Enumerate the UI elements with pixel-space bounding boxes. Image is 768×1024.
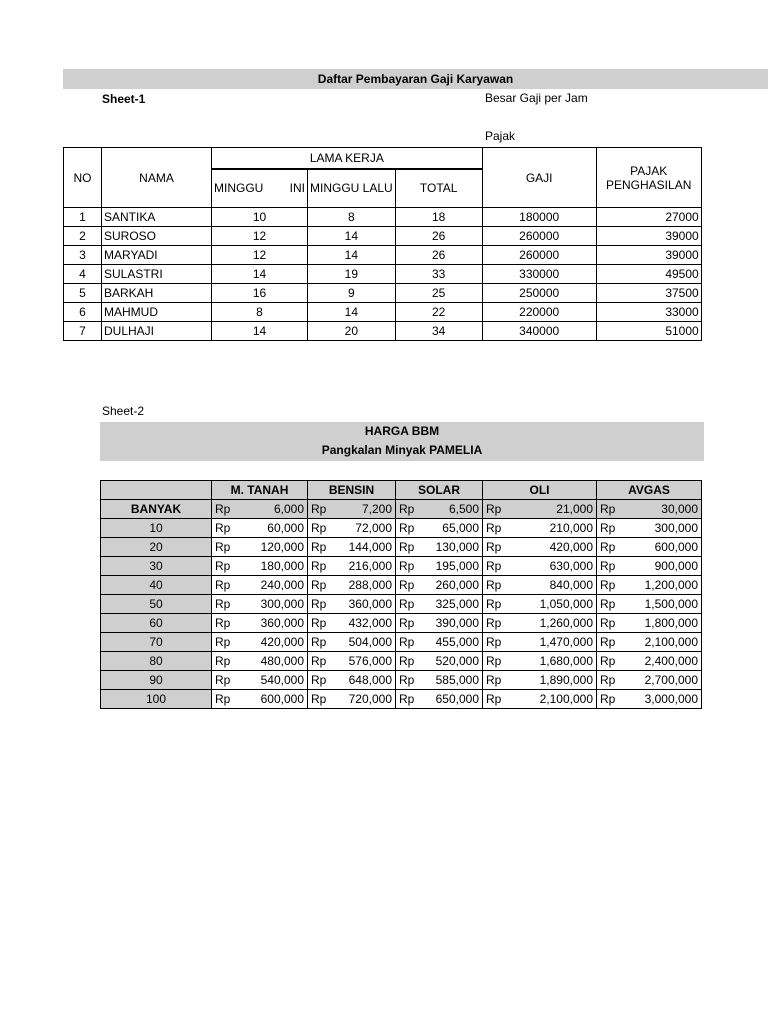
price-value: 2,100,000 [644,635,698,649]
currency: Rp [486,635,502,649]
price-value: 600,000 [260,692,304,706]
row-nama: MAHMUD [102,303,212,322]
price-value: 288,000 [348,578,392,592]
row-no: 3 [64,246,102,265]
price-cell [212,519,308,538]
price-value: 21,000 [556,502,593,516]
banyak-header: BANYAK [101,500,212,519]
currency: Rp [399,559,415,573]
header-nama: NAMA [102,148,212,208]
row-minggu-ini: 16 [212,284,308,303]
price-cell [396,557,483,576]
price-value: 1,800,000 [644,616,698,630]
row-total: 26 [395,227,482,246]
price-cell [396,595,483,614]
price-cell [483,538,597,557]
currency: Rp [215,692,231,706]
table-row [64,246,702,265]
currency: Rp [215,559,231,573]
header-lama-kerja: LAMA KERJA [212,148,483,169]
currency: Rp [600,616,616,630]
price-value: 648,000 [348,673,392,687]
table-row [101,671,702,690]
unit-price [396,500,483,519]
row-minggu-ini: 8 [212,303,308,322]
currency: Rp [399,597,415,611]
row-pajak: 27000 [596,208,701,227]
price-value: 6,000 [273,502,304,516]
price-cell [308,671,396,690]
price-cell [483,633,597,652]
price-value: 720,000 [348,692,392,706]
price-cell [597,538,702,557]
table-row [64,208,702,227]
row-minggu-ini: 14 [212,265,308,284]
header-gaji: GAJI [482,148,596,208]
currency: Rp [311,559,327,573]
price-value: 2,100,000 [539,692,593,706]
price-cell [396,614,483,633]
bbm-header [100,422,704,461]
price-cell [308,538,396,557]
price-cell [597,519,702,538]
row-qty: 90 [101,671,212,690]
row-minggu-lalu: 9 [308,284,396,303]
price-cell [597,557,702,576]
row-no: 5 [64,284,102,303]
price-cell [396,576,483,595]
price-cell [597,671,702,690]
currency: Rp [215,521,231,535]
price-value: 1,260,000 [539,616,593,630]
price-value: 325,000 [435,597,479,611]
table-row [64,227,702,246]
price-value: 216,000 [348,559,392,573]
row-minggu-lalu: 14 [308,246,396,265]
currency: Rp [311,635,327,649]
row-minggu-lalu: 20 [308,322,396,341]
price-value: 390,000 [435,616,479,630]
row-total: 26 [395,246,482,265]
table-row [101,690,702,709]
row-total: 25 [395,284,482,303]
currency: Rp [311,502,327,516]
currency: Rp [399,616,415,630]
table-row [101,519,702,538]
price-cell [308,633,396,652]
row-nama: SANTIKA [102,208,212,227]
row-qty: 100 [101,690,212,709]
row-nama: DULHAJI [102,322,212,341]
price-cell [308,519,396,538]
price-value: 240,000 [260,578,304,592]
price-value: 7,200 [361,502,392,516]
row-nama: MARYADI [102,246,212,265]
currency: Rp [486,502,502,516]
row-pajak: 33000 [596,303,701,322]
unit-price [597,500,702,519]
currency: Rp [311,597,327,611]
row-gaji: 260000 [482,246,596,265]
currency: Rp [399,673,415,687]
price-cell [308,595,396,614]
row-gaji: 250000 [482,284,596,303]
price-cell [483,557,597,576]
table-row [64,284,702,303]
header-ini: INI [289,181,305,196]
row-qty: 10 [101,519,212,538]
row-pajak: 37500 [596,284,701,303]
price-value: 144,000 [348,540,392,554]
price-value: 30,000 [661,502,698,516]
fuel-price-table [100,480,702,709]
price-cell [308,557,396,576]
unit-price [212,500,308,519]
currency: Rp [399,654,415,668]
price-cell [396,671,483,690]
bbm-subtitle: Pangkalan Minyak PAMELIA [321,443,483,457]
price-value: 260,000 [435,578,479,592]
price-value: 480,000 [260,654,304,668]
row-nama: SULASTRI [102,265,212,284]
price-value: 1,050,000 [539,597,593,611]
row-minggu-ini: 14 [212,322,308,341]
price-cell [212,652,308,671]
currency: Rp [486,540,502,554]
price-value: 600,000 [654,540,698,554]
currency: Rp [215,597,231,611]
currency: Rp [486,521,502,535]
currency: Rp [600,502,616,516]
price-cell [212,671,308,690]
price-cell [483,595,597,614]
currency: Rp [311,578,327,592]
price-cell [212,633,308,652]
price-cell [212,690,308,709]
price-cell [396,652,483,671]
unit-price [308,500,396,519]
header-pajak-penghasilan [596,148,701,208]
price-value: 455,000 [435,635,479,649]
table-row [64,303,702,322]
price-value: 585,000 [435,673,479,687]
row-total: 18 [395,208,482,227]
row-qty: 30 [101,557,212,576]
price-value: 520,000 [435,654,479,668]
header-total: TOTAL [395,169,482,208]
currency: Rp [600,635,616,649]
price-cell [597,690,702,709]
price-cell [483,614,597,633]
price-cell [483,652,597,671]
row-qty: 20 [101,538,212,557]
sheet1-label: Sheet-1 [102,92,146,106]
price-cell [396,633,483,652]
price-value: 1,890,000 [539,673,593,687]
price-cell [597,576,702,595]
currency: Rp [600,540,616,554]
currency: Rp [215,654,231,668]
besar-gaji-label: Besar Gaji per Jam [485,91,588,105]
row-pajak: 39000 [596,246,701,265]
col-header: OLI [483,481,597,500]
price-value: 420,000 [260,635,304,649]
pajak-label: Pajak [485,129,516,143]
row-minggu-lalu: 8 [308,208,396,227]
price-value: 1,500,000 [644,597,698,611]
currency: Rp [215,502,231,516]
price-value: 432,000 [348,616,392,630]
price-value: 630,000 [549,559,593,573]
currency: Rp [399,635,415,649]
currency: Rp [215,673,231,687]
price-cell [396,690,483,709]
table-row [101,538,702,557]
price-value: 120,000 [260,540,304,554]
row-qty: 40 [101,576,212,595]
table-row [101,557,702,576]
table-row [101,595,702,614]
row-total: 33 [395,265,482,284]
currency: Rp [311,540,327,554]
row-nama: BARKAH [102,284,212,303]
row-pajak: 39000 [596,227,701,246]
price-value: 72,000 [355,521,392,535]
currency: Rp [215,616,231,630]
row-minggu-ini: 12 [212,246,308,265]
price-value: 6,500 [448,502,479,516]
header-minggu-lalu: MINGGU LALU [308,169,396,208]
currency: Rp [600,521,616,535]
price-value: 130,000 [435,540,479,554]
currency: Rp [600,654,616,668]
row-minggu-ini: 10 [212,208,308,227]
col-header: BENSIN [308,481,396,500]
row-minggu-lalu: 14 [308,227,396,246]
table-row [64,322,702,341]
currency: Rp [600,692,616,706]
currency: Rp [215,540,231,554]
price-cell [483,519,597,538]
price-value: 2,400,000 [644,654,698,668]
price-value: 1,680,000 [539,654,593,668]
price-cell [597,633,702,652]
table-row [101,614,702,633]
table-row [101,633,702,652]
unit-price [483,500,597,519]
row-total: 22 [395,303,482,322]
sheet1-title: Daftar Pembayaran Gaji Karyawan [63,69,768,89]
row-gaji: 330000 [482,265,596,284]
row-no: 1 [64,208,102,227]
row-minggu-ini: 12 [212,227,308,246]
price-value: 360,000 [260,616,304,630]
currency: Rp [311,654,327,668]
row-gaji: 340000 [482,322,596,341]
price-cell [308,614,396,633]
price-value: 3,000,000 [644,692,698,706]
header-pajak-line1: PAJAK [630,163,668,178]
row-qty: 50 [101,595,212,614]
price-cell [212,595,308,614]
table-row [101,576,702,595]
price-value: 300,000 [260,597,304,611]
currency: Rp [215,635,231,649]
currency: Rp [486,616,502,630]
table-row [101,652,702,671]
currency: Rp [486,559,502,573]
row-nama: SUROSO [102,227,212,246]
currency: Rp [600,578,616,592]
price-cell [483,671,597,690]
currency: Rp [311,692,327,706]
currency: Rp [311,616,327,630]
price-value: 1,470,000 [539,635,593,649]
row-minggu-lalu: 19 [308,265,396,284]
currency: Rp [600,559,616,573]
price-cell [597,595,702,614]
row-qty: 80 [101,652,212,671]
price-value: 420,000 [549,540,593,554]
currency: Rp [399,578,415,592]
currency: Rp [399,692,415,706]
price-cell [396,538,483,557]
currency: Rp [486,578,502,592]
row-no: 4 [64,265,102,284]
row-qty: 60 [101,614,212,633]
price-value: 210,000 [549,521,593,535]
header-minggu-ini [212,169,308,208]
currency: Rp [399,540,415,554]
row-pajak: 49500 [596,265,701,284]
currency: Rp [399,502,415,516]
row-total: 34 [395,322,482,341]
currency: Rp [399,521,415,535]
row-no: 6 [64,303,102,322]
row-minggu-lalu: 14 [308,303,396,322]
currency: Rp [486,597,502,611]
price-cell [483,690,597,709]
price-cell [483,576,597,595]
price-cell [597,614,702,633]
currency: Rp [600,673,616,687]
price-cell [597,652,702,671]
col-header: M. TANAH [212,481,308,500]
row-no: 2 [64,227,102,246]
price-value: 650,000 [435,692,479,706]
price-cell [308,576,396,595]
price-value: 65,000 [442,521,479,535]
price-value: 60,000 [267,521,304,535]
currency: Rp [311,673,327,687]
currency: Rp [311,521,327,535]
price-cell [308,652,396,671]
header-pajak-line2: PENGHASILAN [606,177,692,192]
price-value: 840,000 [549,578,593,592]
price-cell [212,538,308,557]
price-cell [212,557,308,576]
price-cell [212,614,308,633]
row-gaji: 180000 [482,208,596,227]
price-value: 300,000 [654,521,698,535]
price-value: 180,000 [260,559,304,573]
price-cell [212,576,308,595]
corner-cell [101,481,212,500]
price-value: 360,000 [348,597,392,611]
row-no: 7 [64,322,102,341]
price-cell [396,519,483,538]
price-value: 195,000 [435,559,479,573]
currency: Rp [215,578,231,592]
price-value: 900,000 [654,559,698,573]
header-no: NO [64,148,102,208]
price-value: 576,000 [348,654,392,668]
sheet2-label: Sheet-2 [102,404,145,418]
price-value: 540,000 [260,673,304,687]
currency: Rp [486,654,502,668]
currency: Rp [486,673,502,687]
row-gaji: 260000 [482,227,596,246]
price-value: 504,000 [348,635,392,649]
col-header: AVGAS [597,481,702,500]
header-minggu: MINGGU [214,181,264,196]
col-header: SOLAR [396,481,483,500]
price-value: 2,700,000 [644,673,698,687]
bbm-title: HARGA BBM [364,424,440,438]
currency: Rp [486,692,502,706]
salary-table [63,147,702,341]
price-cell [308,690,396,709]
price-value: 1,200,000 [644,578,698,592]
table-row [64,265,702,284]
row-qty: 70 [101,633,212,652]
currency: Rp [600,597,616,611]
row-pajak: 51000 [596,322,701,341]
row-gaji: 220000 [482,303,596,322]
